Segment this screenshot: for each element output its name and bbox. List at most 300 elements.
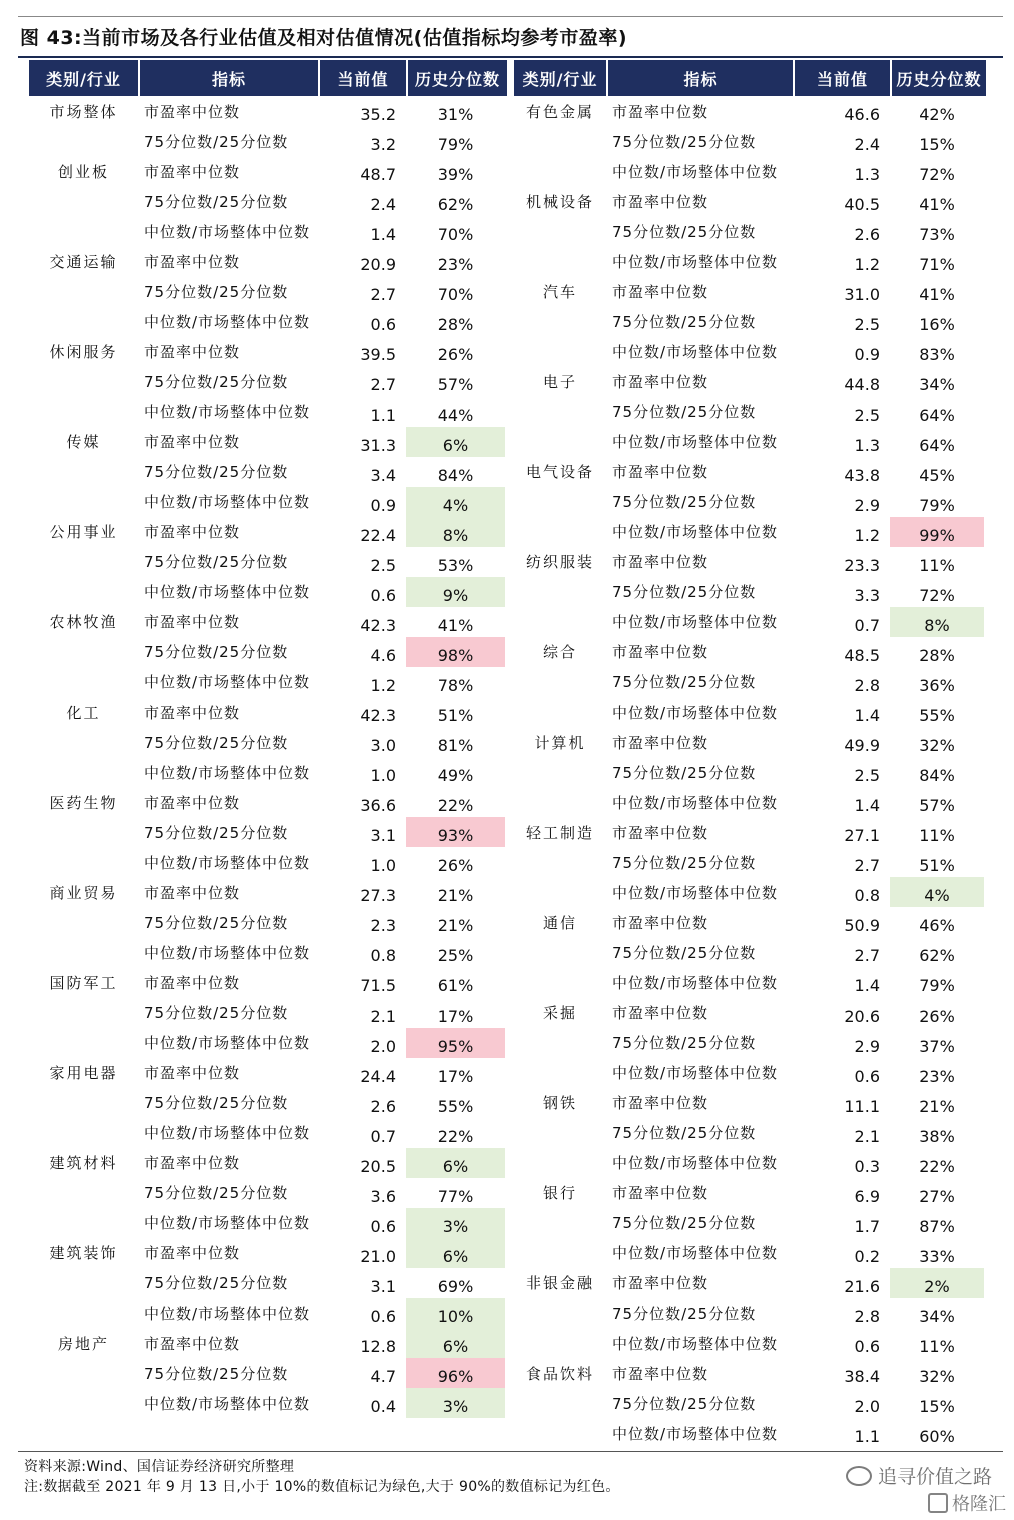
- category-spacer: [514, 1388, 606, 1418]
- current-value: 21.6: [844, 1276, 880, 1296]
- category-label: 化工: [66, 703, 101, 722]
- watermark-gelonghui: [928, 1490, 1006, 1516]
- percentile-value: 72%: [919, 585, 955, 605]
- current-value: 48.7: [360, 165, 396, 185]
- percentile-value-green: 8%: [890, 607, 984, 637]
- category-label: 银行: [542, 1184, 577, 1203]
- percentile-value: 55%: [437, 1096, 474, 1116]
- indicator-label: 市盈率中位数: [144, 1064, 241, 1083]
- category-label: 农林牧渔: [49, 613, 118, 632]
- table-row: [29, 487, 505, 517]
- current-value: 6.9: [854, 1186, 880, 1206]
- percentile-value: 42%: [919, 105, 955, 124]
- current-value: 40.5: [844, 195, 880, 215]
- table-row: [514, 967, 984, 997]
- indicator-label: 市盈率中位数: [612, 1184, 709, 1203]
- percentile-value: 23%: [919, 1066, 955, 1086]
- category-label: 电子: [542, 372, 577, 391]
- indicator-label: 中位数/市场整体中位数: [144, 943, 311, 962]
- category-spacer: [514, 577, 606, 607]
- indicator-label: 市盈率中位数: [144, 793, 241, 812]
- category-label: 非银金融: [525, 1274, 594, 1293]
- table-row: [514, 1358, 984, 1388]
- percentile-value: 17%: [437, 1066, 474, 1086]
- percentile-value: 39%: [437, 165, 474, 185]
- table-row: [29, 366, 505, 396]
- category-spacer: [29, 577, 138, 607]
- indicator-label: 中位数/市场整体中位数: [612, 433, 779, 452]
- table-row: [29, 517, 505, 547]
- percentile-value: 46%: [919, 916, 955, 936]
- current-value: 0.7: [370, 1126, 396, 1146]
- percentile-value: 21%: [437, 916, 474, 936]
- current-value: 3.2: [370, 135, 396, 155]
- current-value: 35.2: [360, 105, 396, 124]
- indicator-label: 75分位数/25分位数: [612, 403, 757, 421]
- indicator-label: 75分位数/25分位数: [612, 222, 757, 241]
- current-value: 50.9: [844, 916, 880, 936]
- current-value: 46.6: [844, 105, 880, 124]
- top-rule: [18, 16, 1003, 17]
- indicator-label: 中位数/市场整体中位数: [144, 403, 311, 421]
- indicator-label: 75分位数/25分位数: [612, 1394, 757, 1413]
- percentile-value: 15%: [919, 1397, 955, 1417]
- data-note: 注:数据截至 2021 年 9 月 13 日,小于 10%的数值标记为绿色,大于 90%的数值标记为红色。: [24, 1479, 620, 1495]
- current-value: 21.0: [360, 1246, 396, 1266]
- percentile-value-green: 3%: [406, 1388, 505, 1418]
- current-value: 42.3: [360, 615, 396, 635]
- percentile-value: 45%: [919, 465, 955, 485]
- category-spacer: [29, 937, 138, 967]
- current-value: 2.7: [370, 285, 396, 305]
- table-row: [29, 697, 505, 727]
- category-label: 轻工制造: [525, 823, 594, 842]
- category-label: 食品饮料: [525, 1364, 594, 1383]
- table-row: [29, 1298, 505, 1328]
- category-spacer: [514, 427, 606, 457]
- category-spacer: [514, 1298, 606, 1328]
- table-row: [29, 1388, 505, 1418]
- current-value: 42.3: [360, 706, 396, 725]
- percentile-value: 22%: [437, 1126, 474, 1146]
- table-row: [29, 907, 505, 937]
- indicator-label: 市盈率中位数: [612, 1364, 709, 1383]
- percentile-value-green: 6%: [406, 427, 505, 457]
- indicator-label: 75分位数/25分位数: [144, 1094, 289, 1113]
- category-spacer: [514, 1418, 606, 1448]
- table-row: [29, 967, 505, 997]
- percentile-value: 55%: [919, 706, 955, 725]
- current-value: 2.8: [854, 675, 880, 695]
- percentile-value: 73%: [919, 225, 955, 245]
- percentile-value: 79%: [919, 495, 955, 515]
- table-row: [29, 336, 505, 366]
- current-value: 1.4: [854, 796, 880, 816]
- current-value: 48.5: [844, 645, 880, 665]
- category-label: 有色金属: [525, 102, 594, 121]
- indicator-label: 中位数/市场整体中位数: [612, 883, 779, 902]
- current-value: 2.5: [854, 315, 880, 335]
- indicator-label: 中位数/市场整体中位数: [612, 162, 779, 181]
- percentile-value-red: 93%: [406, 817, 505, 847]
- percentile-value: 36%: [919, 675, 955, 695]
- percentile-value: 28%: [919, 645, 955, 665]
- percentile-value: 64%: [919, 405, 955, 425]
- percentile-value-green: 9%: [406, 577, 505, 607]
- indicator-label: 75分位数/25分位数: [144, 463, 289, 482]
- table-row: [29, 757, 505, 787]
- header-current-value: 当前值: [320, 60, 406, 96]
- indicator-label: 中位数/市场整体中位数: [612, 793, 779, 812]
- category-spacer: [29, 1268, 138, 1298]
- indicator-label: 市盈率中位数: [144, 433, 241, 452]
- category-spacer: [29, 998, 138, 1028]
- percentile-value: 60%: [919, 1427, 955, 1447]
- header-percentile: 历史分位数: [892, 60, 986, 96]
- percentile-value: 77%: [437, 1186, 474, 1206]
- current-value: 1.7: [854, 1216, 880, 1236]
- current-value: 20.9: [360, 255, 396, 275]
- current-value: 0.7: [854, 615, 880, 635]
- indicator-label: 市盈率中位数: [612, 463, 709, 482]
- category-spacer: [514, 126, 606, 156]
- percentile-value: 44%: [437, 405, 474, 425]
- current-value: 1.1: [370, 405, 396, 425]
- indicator-label: 市盈率中位数: [612, 282, 709, 301]
- category-label: 公用事业: [49, 523, 118, 542]
- indicator-label: 中位数/市场整体中位数: [144, 1034, 311, 1053]
- indicator-label: 75分位数/25分位数: [144, 913, 289, 932]
- category-spacer: [29, 457, 138, 487]
- indicator-label: 市盈率中位数: [144, 252, 241, 271]
- category-label: 交通运输: [49, 252, 118, 271]
- table-row: [514, 1118, 984, 1148]
- table-row: [514, 757, 984, 787]
- category-spacer: [514, 877, 606, 907]
- percentile-value: 53%: [437, 555, 474, 575]
- current-value: 1.2: [854, 525, 880, 545]
- bottom-rule: [18, 1451, 1003, 1452]
- percentile-value: 51%: [919, 856, 955, 876]
- category-label: 电气设备: [525, 463, 594, 482]
- percentile-value-green: 8%: [406, 517, 505, 547]
- table-row: [29, 186, 505, 216]
- indicator-label: 75分位数/25分位数: [144, 192, 289, 211]
- percentile-value-green: 10%: [406, 1298, 505, 1328]
- title-rule: [18, 56, 1003, 58]
- percentile-value-green: 6%: [406, 1238, 505, 1268]
- table-row: [514, 1148, 984, 1178]
- indicator-label: 75分位数/25分位数: [144, 1004, 289, 1022]
- table-row: [514, 427, 984, 457]
- percentile-value: 41%: [919, 195, 955, 215]
- percentile-value: 37%: [919, 1036, 955, 1056]
- indicator-label: 中位数/市场整体中位数: [612, 1424, 779, 1443]
- category-label: 采掘: [542, 1004, 577, 1022]
- current-value: 0.2: [854, 1246, 880, 1266]
- current-value: 27.3: [360, 886, 396, 906]
- category-spacer: [514, 697, 606, 727]
- indicator-label: 中位数/市场整体中位数: [144, 853, 311, 872]
- current-value: 1.2: [854, 255, 880, 275]
- category-spacer: [29, 1298, 138, 1328]
- percentile-value: 69%: [437, 1276, 474, 1296]
- indicator-label: 75分位数/25分位数: [144, 643, 289, 662]
- table-row: [29, 547, 505, 577]
- indicator-label: 市盈率中位数: [144, 1334, 241, 1353]
- percentile-value: 79%: [919, 976, 955, 996]
- table-row: [514, 637, 984, 667]
- percentile-value: 61%: [437, 976, 474, 996]
- table-row: [514, 457, 984, 487]
- category-label: 建筑材料: [49, 1154, 118, 1173]
- table-row: [29, 637, 505, 667]
- table-row: [29, 126, 505, 156]
- current-value: 2.4: [370, 195, 396, 215]
- category-label: 建筑装饰: [49, 1244, 118, 1263]
- right-table-body: [514, 96, 988, 1456]
- category-spacer: [29, 186, 138, 216]
- current-value: 2.1: [370, 1006, 396, 1026]
- category-spacer: [29, 1208, 138, 1238]
- current-value: 0.8: [370, 946, 396, 966]
- current-value: 44.8: [844, 375, 880, 395]
- category-spacer: [514, 1058, 606, 1088]
- category-spacer: [514, 757, 606, 787]
- percentile-value: 51%: [437, 706, 474, 725]
- current-value: 39.5: [360, 345, 396, 365]
- indicator-label: 75分位数/25分位数: [144, 132, 289, 151]
- indicator-label: 中位数/市场整体中位数: [612, 342, 779, 361]
- table-row: [29, 96, 505, 126]
- percentile-value: 26%: [437, 345, 474, 365]
- percentile-value: 22%: [437, 796, 474, 816]
- percentile-value: 57%: [437, 375, 474, 395]
- indicator-label: 中位数/市场整体中位数: [144, 222, 311, 241]
- current-value: 0.6: [370, 1216, 396, 1236]
- category-label: 钢铁: [542, 1094, 577, 1113]
- category-spacer: [29, 727, 138, 757]
- indicator-label: 市盈率中位数: [612, 823, 709, 842]
- category-spacer: [514, 787, 606, 817]
- indicator-label: 中位数/市场整体中位数: [612, 703, 779, 722]
- table-row: [29, 727, 505, 757]
- table-row: [514, 667, 984, 697]
- percentile-value: 23%: [437, 255, 474, 275]
- table-row: [514, 276, 984, 306]
- table-row: [29, 457, 505, 487]
- percentile-value-green: 4%: [406, 487, 505, 517]
- table-row: [514, 998, 984, 1028]
- indicator-label: 市盈率中位数: [612, 192, 709, 211]
- category-spacer: [514, 246, 606, 276]
- current-value: 1.3: [854, 435, 880, 455]
- left-table-body: [29, 96, 509, 1456]
- table-row: [514, 397, 984, 427]
- percentile-value: 83%: [919, 345, 955, 365]
- table-row: [29, 1358, 505, 1388]
- indicator-label: 75分位数/25分位数: [144, 1364, 289, 1383]
- table-row: [29, 1208, 505, 1238]
- table-row: [29, 937, 505, 967]
- category-label: 机械设备: [525, 192, 594, 211]
- current-value: 1.4: [370, 225, 396, 245]
- category-spacer: [29, 126, 138, 156]
- logo-icon: [928, 1493, 948, 1513]
- table-row: [514, 607, 984, 637]
- indicator-label: 75分位数/25分位数: [612, 943, 757, 962]
- table-row: [514, 246, 984, 276]
- percentile-value: 32%: [919, 1367, 955, 1387]
- current-value: 2.8: [854, 1307, 880, 1326]
- table-row: [514, 1208, 984, 1238]
- table-row: [29, 787, 505, 817]
- indicator-label: 市盈率中位数: [612, 1094, 709, 1113]
- current-value: 2.7: [370, 375, 396, 395]
- indicator-label: 中位数/市场整体中位数: [144, 493, 311, 512]
- percentile-value: 26%: [437, 856, 474, 876]
- percentile-value-red: 95%: [406, 1028, 505, 1058]
- table-row: [29, 276, 505, 306]
- indicator-label: 市盈率中位数: [612, 553, 709, 572]
- indicator-label: 市盈率中位数: [144, 1244, 241, 1263]
- table-row: [514, 937, 984, 967]
- current-value: 2.5: [854, 405, 880, 425]
- percentile-value: 41%: [437, 615, 474, 635]
- watermark-wechat: [846, 1462, 992, 1489]
- current-value: 2.5: [854, 766, 880, 786]
- table-row: [29, 397, 505, 427]
- indicator-label: 市盈率中位数: [612, 372, 709, 391]
- category-spacer: [29, 757, 138, 787]
- percentile-value-green: 6%: [406, 1328, 505, 1358]
- indicator-label: 市盈率中位数: [144, 1154, 241, 1173]
- category-spacer: [514, 937, 606, 967]
- category-label: 汽车: [542, 282, 577, 301]
- indicator-label: 75分位数/25分位数: [144, 553, 289, 572]
- indicator-label: 市盈率中位数: [144, 613, 241, 632]
- table-row: [514, 96, 984, 126]
- current-value: 1.1: [854, 1427, 880, 1447]
- table-row: [29, 1178, 505, 1208]
- percentile-value: 11%: [919, 555, 955, 575]
- indicator-label: 75分位数/25分位数: [144, 372, 289, 391]
- percentile-value: 49%: [437, 766, 474, 786]
- table-row: [514, 1268, 984, 1298]
- percentile-value: 64%: [919, 435, 955, 455]
- percentile-value-green: 2%: [890, 1268, 984, 1298]
- indicator-label: 中位数/市场整体中位数: [612, 973, 779, 992]
- table-row: [514, 1058, 984, 1088]
- indicator-label: 市盈率中位数: [144, 973, 241, 992]
- category-spacer: [514, 607, 606, 637]
- current-value: 3.3: [854, 585, 880, 605]
- percentile-value: 41%: [919, 285, 955, 305]
- table-row: [29, 306, 505, 336]
- category-spacer: [514, 667, 606, 697]
- percentile-value: 78%: [437, 675, 474, 695]
- percentile-value: 81%: [437, 736, 474, 756]
- indicator-label: 市盈率中位数: [144, 102, 241, 121]
- indicator-label: 市盈率中位数: [612, 102, 709, 121]
- current-value: 23.3: [844, 555, 880, 575]
- table-row: [29, 1148, 505, 1178]
- current-value: 3.1: [370, 826, 396, 846]
- category-spacer: [514, 1118, 606, 1148]
- table-row: [514, 877, 984, 907]
- category-spacer: [29, 907, 138, 937]
- wechat-icon: [846, 1466, 872, 1486]
- indicator-label: 75分位数/25分位数: [612, 673, 757, 692]
- table-row: [29, 577, 505, 607]
- current-value: 24.4: [360, 1066, 396, 1086]
- category-spacer: [29, 637, 138, 667]
- category-spacer: [514, 306, 606, 336]
- current-value: 2.9: [854, 495, 880, 515]
- indicator-label: 中位数/市场整体中位数: [612, 252, 779, 271]
- category-spacer: [514, 397, 606, 427]
- percentile-value: 33%: [919, 1246, 955, 1266]
- current-value: 0.3: [854, 1156, 880, 1176]
- table-row: [514, 306, 984, 336]
- category-label: 休闲服务: [49, 342, 118, 361]
- category-spacer: [29, 847, 138, 877]
- indicator-label: 中位数/市场整体中位数: [144, 1304, 311, 1323]
- table-row: [514, 907, 984, 937]
- current-value: 0.9: [854, 345, 880, 365]
- category-spacer: [29, 216, 138, 246]
- current-value: 4.6: [370, 645, 396, 665]
- current-value: 0.6: [370, 315, 396, 335]
- category-spacer: [514, 1208, 606, 1238]
- percentile-value: 62%: [919, 946, 955, 966]
- indicator-label: 市盈率中位数: [144, 523, 241, 542]
- category-spacer: [29, 306, 138, 336]
- indicator-label: 75分位数/25分位数: [144, 1184, 289, 1203]
- current-value: 0.4: [370, 1397, 396, 1417]
- table-row: [29, 607, 505, 637]
- percentile-value: 28%: [437, 315, 474, 335]
- category-spacer: [29, 817, 138, 847]
- table-row: [29, 1028, 505, 1058]
- table-row: [514, 216, 984, 246]
- percentile-value: 70%: [437, 285, 474, 305]
- current-value: 36.6: [360, 796, 396, 816]
- category-label: 通信: [542, 913, 577, 932]
- current-value: 20.5: [360, 1156, 396, 1176]
- category-spacer: [29, 1178, 138, 1208]
- current-value: 71.5: [360, 976, 396, 996]
- current-value: 2.1: [854, 1126, 880, 1146]
- left-table-header: [29, 60, 509, 96]
- figure-title: 图 43:当前市场及各行业估值及相对估值情况(估值指标均参考市盈率): [20, 27, 628, 49]
- indicator-label: 市盈率中位数: [144, 883, 241, 902]
- current-value: 38.4: [844, 1367, 880, 1387]
- category-label: 房地产: [57, 1334, 109, 1353]
- percentile-value: 22%: [919, 1156, 955, 1176]
- indicator-label: 75分位数/25分位数: [612, 312, 757, 331]
- table-row: [514, 577, 984, 607]
- current-value: 2.7: [854, 856, 880, 876]
- indicator-label: 75分位数/25分位数: [612, 1124, 757, 1143]
- current-value: 2.6: [370, 1096, 396, 1116]
- table-row: [514, 727, 984, 757]
- current-value: 0.6: [370, 585, 396, 605]
- current-value: 3.6: [370, 1186, 396, 1206]
- table-row: [514, 547, 984, 577]
- indicator-label: 75分位数/25分位数: [612, 1304, 757, 1323]
- header-category: 类别/行业: [29, 60, 138, 96]
